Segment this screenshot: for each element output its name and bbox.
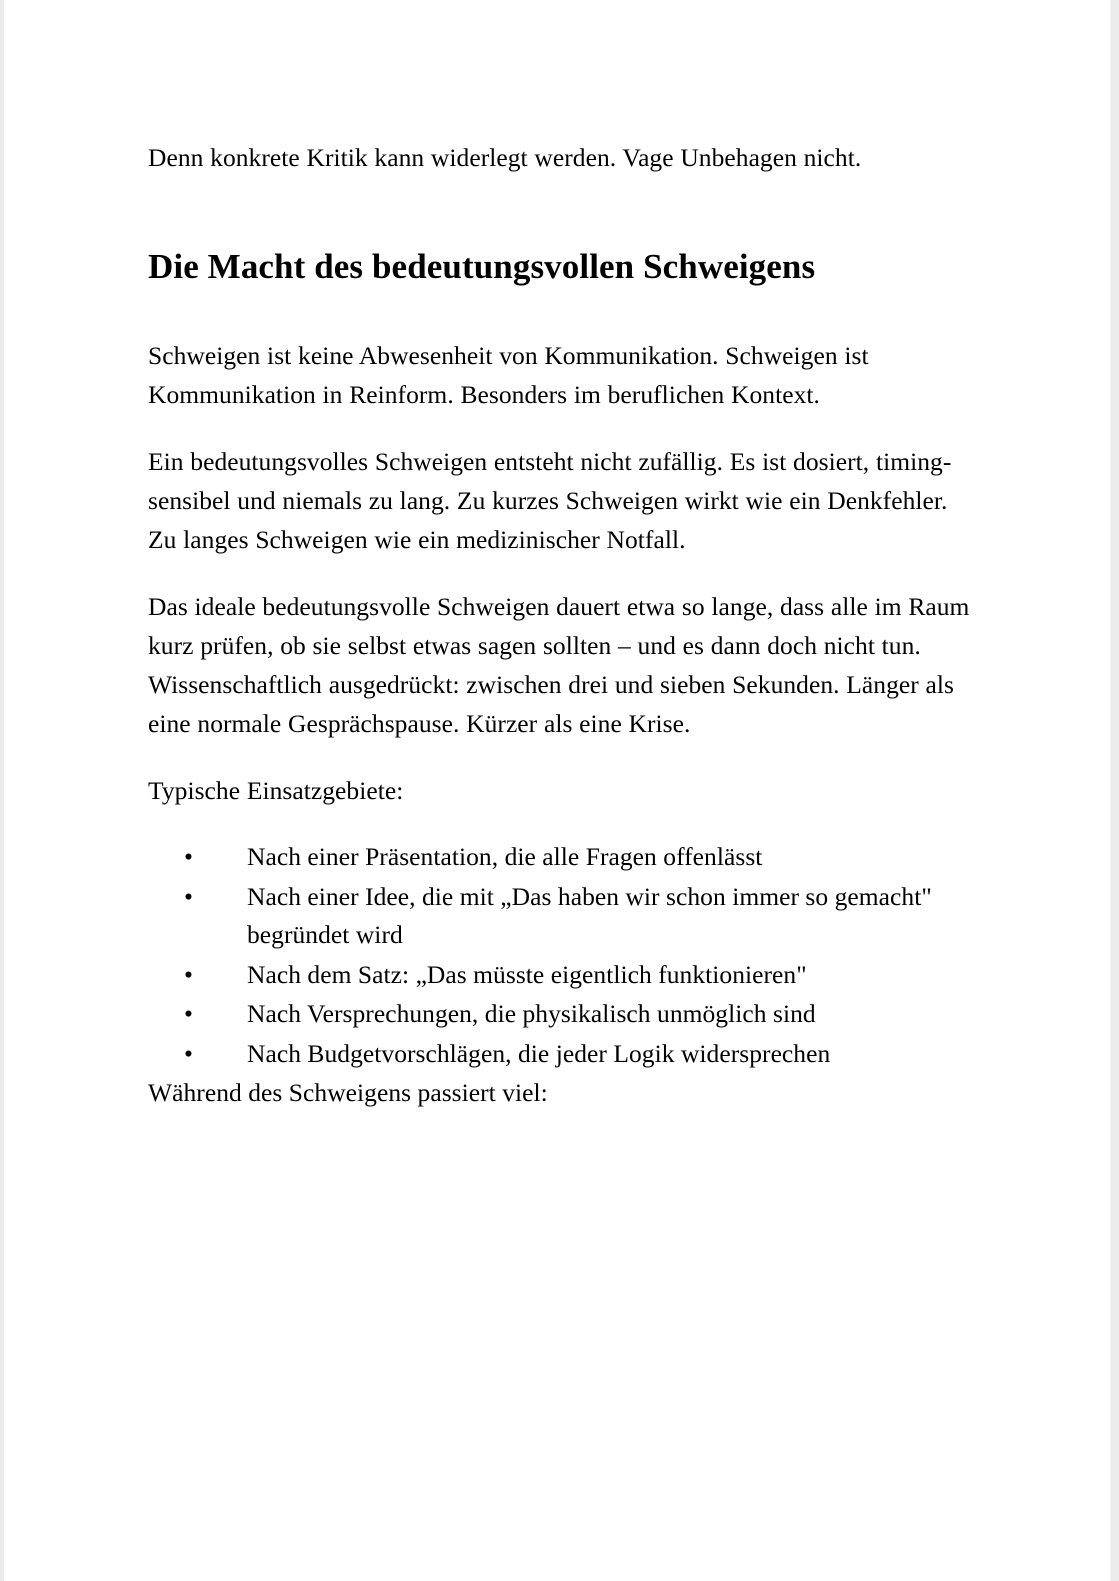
bullet-icon: • (184, 1038, 193, 1068)
list-item (148, 1035, 970, 1074)
bullet-icon: • (184, 959, 193, 989)
intro-paragraph: Denn konkrete Kritik kann widerlegt werden. Vage Unbehagen nicht. (148, 143, 862, 172)
list-item-label: Nach einer Präsentation, die alle Fragen offenlässt (247, 842, 763, 871)
paragraph-definition: Schweigen ist keine Abwesenheit von Kommunikation. Schweigen ist Kommunikation in Reinform. Besonders im beruflichen Kontext. (148, 341, 869, 409)
document-content-column (148, 138, 970, 1113)
bullet-icon: • (184, 999, 193, 1028)
list-item (148, 995, 970, 1034)
list-item (148, 878, 970, 955)
document-page (4, 0, 1111, 1581)
paragraph-duration: Das ideale bedeutungsvolle Schweigen dauert etwa so lange, dass alle im Raum kurz prüfen, ob sie selbst etwas sagen sollten – und es dann doch nicht tun. Wissenschaftlich ausgedrückt: zwischen drei und sieben Sekunden. Länger als eine normale Gesprächspause. Kürzer als eine Krise. (148, 592, 970, 738)
heading-block (148, 241, 970, 292)
closing-line: Während des Schweigens passiert viel: (148, 1078, 548, 1107)
use-cases-list (148, 838, 970, 1073)
list-item (148, 956, 970, 995)
bullet-icon: • (184, 842, 193, 871)
list-lead-in: Typische Einsatzgebiete: (148, 776, 404, 805)
list-item-label: Nach einer Idee, die mit „Das haben wir schon immer so gemacht" begründet wird (247, 881, 932, 949)
paragraph-timing: Ein bedeutungsvolles Schweigen entsteht nicht zufällig. Es ist dosiert, timing-sensibel und niemals zu lang. Zu kurzes Schweigen wirkt wie ein Denkfehler. Zu langes Schweigen wie ein medizinischer Notfall. (148, 447, 952, 554)
list-item (148, 838, 970, 877)
list-item-label: Nach Versprechungen, die physikalisch unmöglich sind (247, 999, 816, 1028)
list-item-label: Nach Budgetvorschlägen, die jeder Logik widersprechen (247, 1038, 831, 1068)
bullet-icon: • (184, 881, 193, 911)
section-heading: Die Macht des bedeutungsvollen Schweigens (148, 247, 816, 286)
list-item-label: Nach dem Satz: „Das müsste eigentlich funktionieren" (247, 959, 807, 989)
